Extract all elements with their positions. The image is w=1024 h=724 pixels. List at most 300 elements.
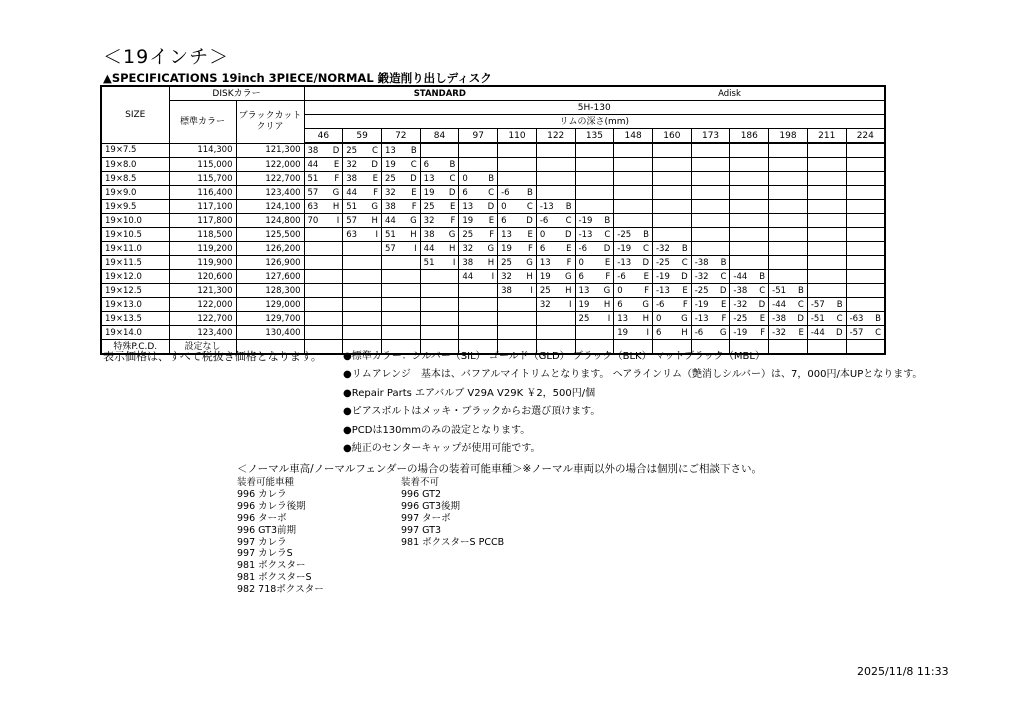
offset-cell [498, 214, 537, 228]
offset-cell [652, 172, 691, 186]
disk-color-header: DISKカラー [169, 86, 304, 101]
offset-value: 51 [307, 173, 319, 184]
offset-cell [730, 172, 769, 186]
offset-cell [807, 284, 846, 298]
rim-grade: G [603, 285, 611, 296]
offset-cell [420, 298, 459, 312]
rim-grade: E [450, 201, 456, 212]
offset-cell [536, 270, 575, 284]
offset-cell [575, 326, 614, 340]
std-price-cell: 119,900 [169, 256, 236, 270]
black-cut-price-cell: 129,000 [236, 298, 304, 312]
table-row [101, 298, 885, 312]
offset-value: -57 [810, 299, 825, 310]
offset-cell [846, 298, 885, 312]
compatible-header: 装着可能車種 [237, 477, 295, 488]
std-price-cell: 116,400 [169, 186, 236, 200]
rim-grade: E [333, 159, 340, 170]
offset-value: 19 [617, 327, 629, 338]
rim-grade: C [875, 327, 881, 338]
print-date: 2025/11/8 11:33 [857, 665, 949, 678]
black-cut-price-cell: 122,700 [236, 172, 304, 186]
offset-cell [652, 214, 691, 228]
rim-grade: I [491, 271, 495, 282]
offset-cell [846, 270, 885, 284]
incompatible-item: 996 GT3後期 [401, 500, 461, 512]
offset-cell [614, 186, 653, 200]
rim-grade: I [452, 257, 456, 268]
offset-value: 38 [307, 145, 319, 156]
offset-cell [614, 228, 653, 242]
incompatible-header: 装着不可 [401, 477, 440, 488]
offset-cell [420, 326, 459, 340]
size-cell: 19×12.5 [101, 284, 169, 298]
rim-grade: G [410, 215, 417, 226]
offset-cell [459, 312, 498, 326]
offset-cell [807, 228, 846, 242]
offset-cell [304, 270, 343, 284]
table-row [101, 228, 885, 242]
offset-cell [459, 270, 498, 284]
offset-cell [575, 270, 614, 284]
offset-value: 44 [384, 215, 396, 226]
offset-value: 0 [501, 201, 507, 212]
depth-header: 135 [575, 129, 614, 144]
depth-header: 72 [381, 129, 420, 144]
rim-grade: D [332, 145, 340, 156]
offset-cell [614, 256, 653, 270]
offset-value: 0 [539, 229, 546, 240]
size-cell: 19×14.0 [101, 326, 169, 340]
rim-grade: H [565, 285, 572, 296]
compatible-list [237, 477, 324, 596]
offset-cell [343, 158, 382, 172]
table-row [101, 270, 885, 284]
offset-value: 38 [501, 285, 512, 296]
offset-cell [807, 242, 846, 256]
page-title: ＜19インチ＞ [103, 46, 230, 68]
size-cell: 19×10.5 [101, 228, 169, 242]
offset-cell [575, 256, 614, 270]
offset-cell [343, 270, 382, 284]
offset-cell [381, 242, 420, 256]
offset-value: 19 [501, 243, 512, 254]
offset-value: 25 [346, 145, 358, 156]
note-item: ●Repair Parts エアバルブ V29A V29K ￥2，500円/個 [343, 387, 596, 399]
rim-grade: H [681, 327, 688, 338]
offset-value: 6 [539, 243, 546, 254]
offset-cell [343, 228, 382, 242]
offset-cell [575, 214, 614, 228]
offset-value: 13 [578, 285, 590, 296]
offset-cell [304, 326, 343, 340]
note-item: ●PCDは130mmのみの設定となります。 [343, 424, 531, 436]
offset-cell [807, 172, 846, 186]
offset-value: -19 [733, 327, 748, 338]
offset-value: -57 [849, 327, 864, 338]
rim-grade: D [836, 327, 843, 338]
offset-cell [614, 143, 653, 158]
offset-value: 32 [462, 243, 474, 254]
rim-grade: I [414, 243, 417, 254]
rim-grade: C [410, 159, 417, 170]
offset-cell [498, 298, 537, 312]
offset-cell [381, 270, 420, 284]
offset-cell [498, 270, 537, 284]
offset-cell [730, 214, 769, 228]
offset-value: 13 [539, 257, 551, 268]
offset-cell [769, 312, 808, 326]
offset-value: 38 [384, 201, 396, 212]
offset-value: -25 [655, 257, 670, 268]
offset-value: 44 [307, 159, 319, 170]
offset-cell [730, 312, 769, 326]
offset-cell [536, 326, 575, 340]
offset-cell [652, 256, 691, 270]
offset-cell [769, 158, 808, 172]
offset-value: 63 [307, 201, 319, 212]
rim-grade: F [721, 313, 727, 324]
black-cut-price-cell: 124,800 [236, 214, 304, 228]
offset-value: -32 [694, 271, 709, 282]
rim-grade: D [526, 215, 533, 226]
offset-cell [730, 284, 769, 298]
rim-grade: F [334, 173, 340, 184]
std-price-cell: 119,200 [169, 242, 236, 256]
std-price-cell: 115,000 [169, 158, 236, 172]
offset-value: 44 [346, 187, 358, 198]
table-row [101, 158, 885, 172]
offset-cell [420, 256, 459, 270]
offset-cell [498, 143, 537, 158]
black-cut-price-cell: 127,600 [236, 270, 304, 284]
size-cell: 19×10.0 [101, 214, 169, 228]
rim-grade: E [798, 327, 804, 338]
offset-value: 25 [578, 313, 590, 324]
offset-cell [381, 312, 420, 326]
std-price-cell: 117,800 [169, 214, 236, 228]
offset-value: 13 [501, 229, 512, 240]
offset-cell [769, 270, 808, 284]
depth-header: 84 [420, 129, 459, 144]
size-cell: 19×7.5 [101, 143, 169, 158]
offset-cell [807, 256, 846, 270]
compat-title: ＜ノーマル車高/ノーマルフェンダーの場合の装着可能車種＞※ノーマル車両以外の場合は個別にご相談下さい。 [237, 463, 762, 475]
black-cut-price-cell: 123,400 [236, 186, 304, 200]
offset-cell [807, 312, 846, 326]
offset-cell [459, 228, 498, 242]
rim-grade: C [449, 173, 456, 184]
depth-header: 198 [769, 129, 808, 144]
offset-cell [769, 143, 808, 158]
offset-cell [304, 312, 343, 326]
offset-cell [343, 312, 382, 326]
offset-value: -32 [772, 327, 787, 338]
notes-list [343, 348, 922, 458]
compatible-item: 981 ボクスターS [237, 572, 312, 584]
offset-cell [343, 256, 382, 270]
note-item: ●標準カラー：シルバー（SIL） ゴールド（GLD） ブラック（BLK） マットブラック（MBL） [343, 351, 765, 362]
rim-grade: B [836, 299, 843, 310]
depth-header: 211 [807, 129, 846, 144]
depth-header: 160 [652, 129, 691, 144]
offset-cell [807, 298, 846, 312]
offset-cell [420, 284, 459, 298]
black-cut-price-cell: 125,500 [236, 228, 304, 242]
offset-cell [730, 228, 769, 242]
rim-grade: F [450, 215, 456, 226]
offset-cell [846, 200, 885, 214]
offset-cell [575, 298, 614, 312]
offset-cell [536, 284, 575, 298]
offset-cell [536, 143, 575, 158]
special-pcd-value: 設定なし [169, 340, 236, 355]
rim-grade: C [759, 285, 766, 296]
rim-grade: B [488, 173, 495, 184]
offset-cell [498, 312, 537, 326]
offset-cell [575, 312, 614, 326]
offset-cell [730, 186, 769, 200]
black-cut-price-cell: 124,100 [236, 200, 304, 214]
offset-cell [846, 228, 885, 242]
offset-value: 38 [462, 257, 474, 268]
rim-grade: E [488, 215, 495, 226]
rim-grade: I [607, 313, 611, 324]
rim-grade: D [371, 159, 378, 170]
rim-grade: E [682, 285, 688, 296]
table-row [101, 242, 885, 256]
offset-cell [459, 256, 498, 270]
offset-cell [304, 186, 343, 200]
size-cell: 19×9.5 [101, 200, 169, 214]
offset-value: 57 [346, 215, 358, 226]
incompatible-item: 997 GT3 [401, 524, 442, 536]
rim-grade: F [566, 257, 572, 268]
offset-cell [459, 143, 498, 158]
black-cut-price-cell: 130,400 [236, 326, 304, 340]
table-row [101, 172, 885, 186]
offset-cell [459, 284, 498, 298]
offset-value: -38 [733, 285, 748, 296]
offset-value: 0 [617, 285, 623, 296]
offset-cell [730, 326, 769, 340]
offset-value: 32 [539, 299, 551, 310]
rim-grade: I [646, 327, 649, 338]
table-row [101, 186, 885, 200]
table-row [101, 256, 885, 270]
offset-value: 19 [462, 215, 474, 226]
note-item: ●純正のセンターキャップが使用可能です。 [343, 443, 541, 455]
rim-grade: D [565, 229, 572, 240]
offset-cell [846, 158, 885, 172]
offset-cell [652, 228, 691, 242]
rim-grade: E [566, 243, 572, 254]
offset-value: 32 [384, 187, 396, 198]
rim-grade: E [604, 257, 611, 268]
compatible-item: 997 カレラS [237, 548, 293, 560]
rim-grade: G [448, 229, 456, 240]
offset-value: 57 [384, 243, 396, 254]
black-cut-price-cell: 121,300 [236, 143, 304, 158]
rim-grade: E [372, 173, 378, 184]
offset-cell [691, 143, 730, 158]
offset-value: 6 [423, 159, 430, 170]
offset-value: 0 [655, 313, 662, 324]
adisk-header: Adisk [575, 86, 885, 101]
rim-grade: C [643, 243, 649, 254]
offset-cell [420, 242, 459, 256]
depth-header: 224 [846, 129, 885, 144]
offset-cell [691, 256, 730, 270]
size-cell: 19×13.0 [101, 298, 169, 312]
offset-value: 19 [578, 299, 590, 310]
rim-grade: D [797, 313, 804, 324]
offset-value: -6 [655, 299, 665, 310]
offset-cell [536, 312, 575, 326]
offset-value: 38 [423, 229, 435, 240]
offset-value: 32 [501, 271, 512, 282]
offset-cell [498, 158, 537, 172]
offset-cell [691, 270, 730, 284]
offset-value: -44 [772, 299, 787, 310]
offset-cell [691, 228, 730, 242]
rim-grade: H [642, 313, 649, 324]
offset-value: -44 [733, 271, 748, 282]
offset-cell [536, 186, 575, 200]
std-price-cell: 114,300 [169, 143, 236, 158]
note-item: ●リムアレンジ 基本は、バフアルマイトリムとなります。 ヘアラインリム（艶消しシルバー）は、7，000円/本UPとなります。 [343, 369, 923, 381]
rim-grade: F [682, 299, 688, 310]
rim-grade: D [410, 173, 417, 184]
offset-value: 19 [384, 159, 396, 170]
black-cut-header: ブラックカットクリア [236, 101, 304, 144]
offset-value: -63 [849, 313, 864, 324]
offset-cell [846, 143, 885, 158]
offset-cell [459, 158, 498, 172]
offset-cell [343, 214, 382, 228]
table-row [101, 143, 885, 158]
offset-cell [769, 200, 808, 214]
offset-cell [536, 214, 575, 228]
offset-cell [459, 186, 498, 200]
offset-cell [652, 298, 691, 312]
offset-value: 44 [462, 271, 474, 282]
offset-cell [343, 172, 382, 186]
offset-cell [614, 298, 653, 312]
rim-grade: D [603, 243, 611, 254]
offset-cell [769, 326, 808, 340]
offset-cell [691, 284, 730, 298]
offset-value: 13 [617, 313, 629, 324]
offset-value: -44 [810, 327, 825, 338]
depth-header: 173 [691, 129, 730, 144]
rim-grade: G [681, 313, 688, 324]
depth-header: 46 [304, 129, 343, 144]
offset-cell [420, 214, 459, 228]
offset-cell [420, 158, 459, 172]
rim-grade: G [719, 327, 727, 338]
offset-value: -38 [694, 257, 709, 268]
offset-cell [343, 326, 382, 340]
offset-cell [536, 228, 575, 242]
offset-value: -51 [810, 313, 825, 324]
offset-cell [459, 326, 498, 340]
rim-grade: H [332, 201, 340, 212]
offset-cell [846, 242, 885, 256]
pcd-header: 5H-130 [304, 101, 885, 115]
std-color-header: 標準カラー [169, 101, 236, 144]
offset-value: -13 [655, 285, 670, 296]
offset-cell [730, 143, 769, 158]
rim-grade: C [836, 313, 843, 324]
offset-cell [652, 186, 691, 200]
offset-value: 19 [423, 187, 435, 198]
rim-grade: D [681, 271, 688, 282]
std-price-cell: 123,400 [169, 326, 236, 340]
offset-cell [614, 172, 653, 186]
offset-cell [846, 284, 885, 298]
offset-cell [769, 256, 808, 270]
offset-value: -13 [539, 201, 554, 212]
std-price-cell: 122,000 [169, 298, 236, 312]
offset-cell [807, 200, 846, 214]
table-row [101, 200, 885, 214]
offset-value: 32 [346, 159, 358, 170]
offset-value: 70 [307, 215, 319, 226]
offset-cell [807, 214, 846, 228]
compatible-item: 997 カレラ [237, 536, 287, 548]
depth-header: 110 [498, 129, 537, 144]
offset-value: 51 [384, 229, 396, 240]
offset-cell [614, 158, 653, 172]
rim-grade: G [371, 201, 378, 212]
offset-cell [652, 270, 691, 284]
offset-cell [575, 172, 614, 186]
offset-value: -13 [694, 313, 709, 324]
offset-cell [459, 242, 498, 256]
rim-grade: F [373, 187, 378, 198]
offset-cell [846, 172, 885, 186]
rim-grade: D [758, 299, 766, 310]
spec-table [100, 85, 886, 355]
std-price-cell: 118,500 [169, 228, 236, 242]
rim-grade: H [448, 243, 456, 254]
offset-cell [652, 326, 691, 340]
rim-grade: D [719, 285, 727, 296]
rim-grade: B [720, 257, 727, 268]
std-price-cell: 122,700 [169, 312, 236, 326]
std-price-cell: 121,300 [169, 284, 236, 298]
offset-cell [381, 143, 420, 158]
offset-cell [807, 270, 846, 284]
offset-cell [420, 200, 459, 214]
offset-cell [343, 143, 382, 158]
offset-value: 25 [501, 257, 512, 268]
offset-cell [343, 298, 382, 312]
offset-value: -19 [578, 215, 593, 226]
rim-grade: D [448, 187, 456, 198]
offset-value: 6 [501, 215, 507, 226]
offset-cell [691, 312, 730, 326]
offset-cell [498, 256, 537, 270]
offset-cell [498, 186, 537, 200]
offset-cell [420, 312, 459, 326]
price-note: 表示価格は、すべて税抜き価格となります。 [103, 350, 322, 363]
black-cut-price-cell: 128,300 [236, 284, 304, 298]
offset-cell [536, 256, 575, 270]
rim-grade: F [760, 327, 766, 338]
offset-cell [498, 284, 537, 298]
